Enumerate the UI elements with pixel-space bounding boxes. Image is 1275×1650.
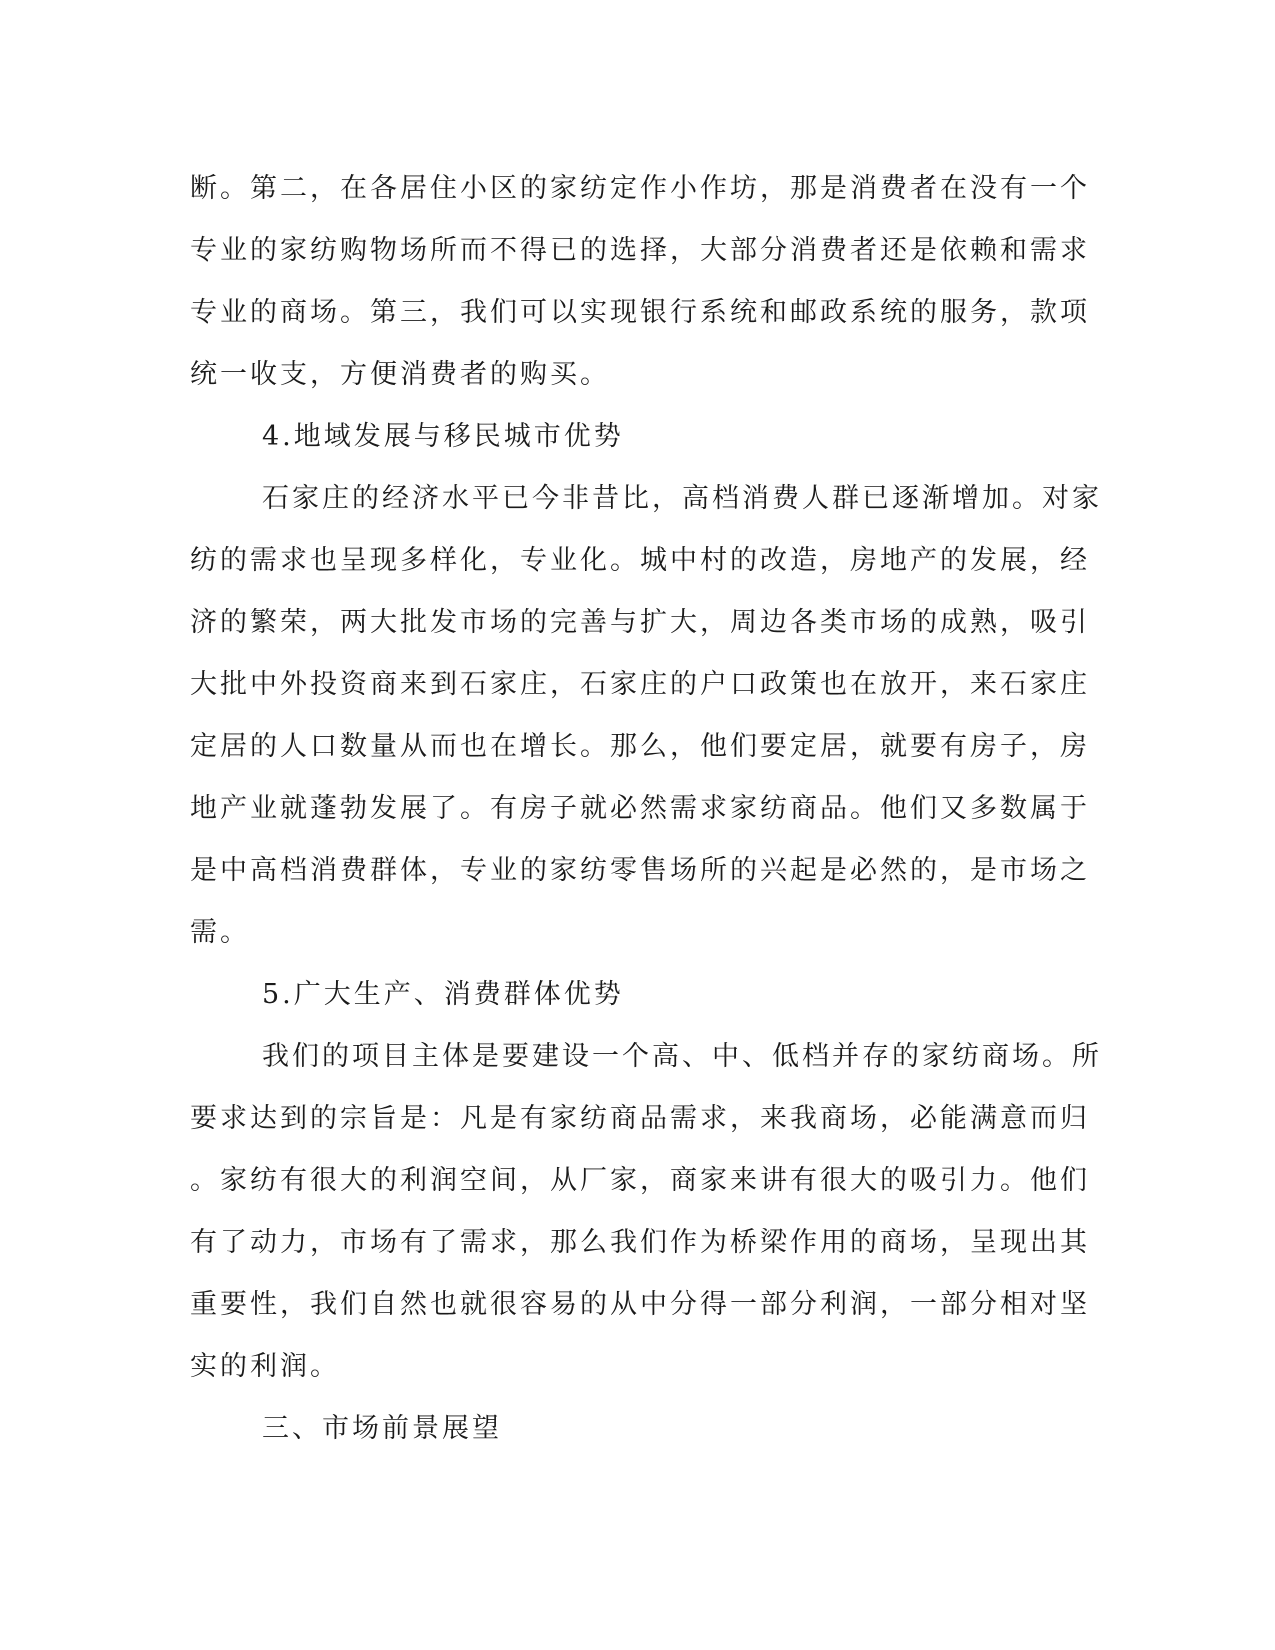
section-heading-4: 4.地域发展与移民城市优势 [262,421,624,452]
document-body [190,158,1102,1460]
paragraph-line: 地产业就蓬勃发展了。有房子就必然需求家纺商品。他们又多数属于 [190,793,1090,824]
paragraph-line: 要求达到的宗旨是：凡是有家纺商品需求，来我商场，必能满意而归 [190,1103,1090,1134]
paragraph-line: 有了动力，市场有了需求，那么我们作为桥梁作用的商场，呈现出其 [190,1227,1090,1258]
paragraph-line: 断。第二，在各居住小区的家纺定作小作坊，那是消费者在没有一个 [190,173,1090,204]
paragraph-line: 专业的家纺购物场所而不得已的选择，大部分消费者还是依赖和需求 [190,235,1090,266]
paragraph-line: 我们的项目主体是要建设一个高、中、低档并存的家纺商场。所 [262,1041,1102,1072]
paragraph-line: 纺的需求也呈现多样化，专业化。城中村的改造，房地产的发展，经 [190,545,1090,576]
paragraph-line: 实的利润。 [190,1351,340,1382]
paragraph-line: 统一收支，方便消费者的购买。 [190,359,610,390]
paragraph-line: 济的繁荣，两大批发市场的完善与扩大，周边各类市场的成熟，吸引 [190,607,1090,638]
section-heading-3: 三、市场前景展望 [262,1413,502,1444]
paragraph-line: 需。 [190,917,250,948]
paragraph-line: 大批中外投资商来到石家庄，石家庄的户口政策也在放开，来石家庄 [190,669,1090,700]
paragraph-line: 重要性，我们自然也就很容易的从中分得一部分利润，一部分相对坚 [190,1289,1090,1320]
paragraph-line: 是中高档消费群体，专业的家纺零售场所的兴起是必然的，是市场之 [190,855,1090,886]
paragraph-line: 定居的人口数量从而也在增长。那么，他们要定居，就要有房子，房 [190,731,1090,762]
paragraph-line: 。家纺有很大的利润空间，从厂家，商家来讲有很大的吸引力。他们 [190,1165,1090,1196]
paragraph-line: 石家庄的经济水平已今非昔比，高档消费人群已逐渐增加。对家 [262,483,1102,514]
section-heading-5: 5.广大生产、消费群体优势 [262,979,624,1010]
paragraph-line: 专业的商场。第三，我们可以实现银行系统和邮政系统的服务，款项 [190,297,1090,328]
